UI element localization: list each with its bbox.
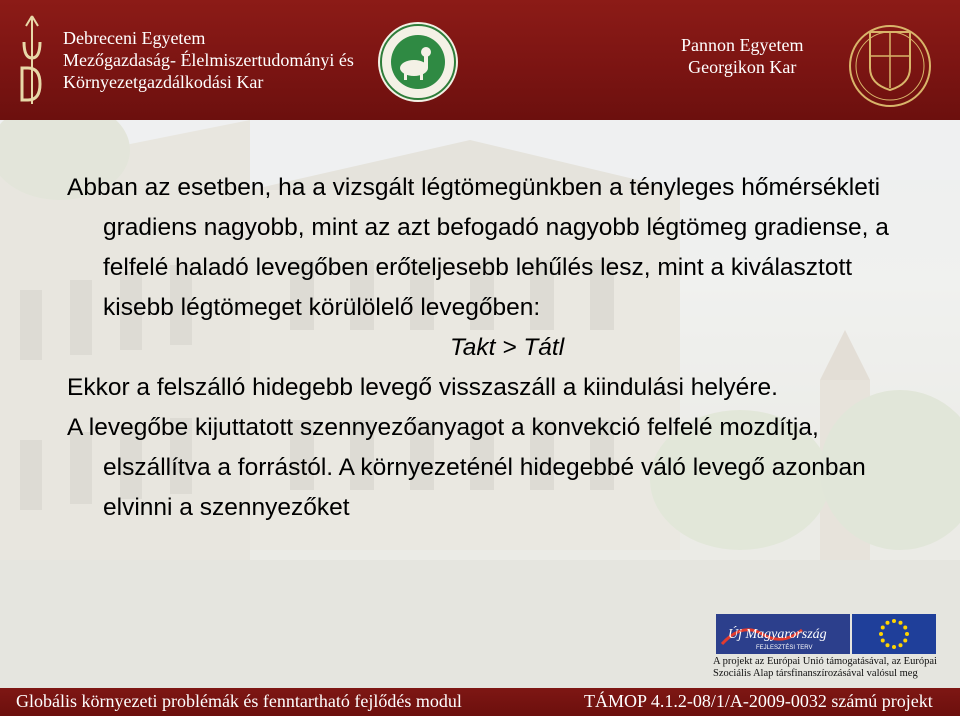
left-institution [63, 27, 354, 93]
footer-project-id: TÁMOP 4.1.2-08/1/A-2009-0032 számú projekt [584, 691, 933, 711]
paragraph-pollutant-convection: A levegőbe kijuttatott szennyezőanyagot a konvekció felfelé mozdítja, elszállítva a forrástól. A környezeténél hidegebbé váló levegő azonban elvinni a szennyezőket [67, 414, 866, 521]
right-institution [681, 34, 803, 78]
left-institution-line1: Debreceni Egyetem [63, 28, 206, 48]
funding-statement [713, 656, 953, 680]
paragraph-gradient-condition: Abban az esetben, ha a vizsgált légtömegünkben a tényleges hőmérsékleti gradiens nagyobb, mint az azt befogadó nagyobb légtömeg gradiense, a felfelé haladó levegőben erőteljesebb lehűlés lesz, mint a kiválasztott kisebb légtömeget körülölelő levegőben: [67, 174, 889, 321]
funding-line1: A projekt az Európai Unió támogatásával, az Európai [713, 656, 937, 667]
slide-body [67, 168, 927, 528]
uj-magyarorszag-logo-icon [716, 614, 850, 654]
header-bar [0, 0, 960, 120]
footer-module-title: Globális környezeti problémák és fenntartható fejlődés modul [16, 691, 462, 711]
svg-text:Új Magyarország: Új Magyarország [728, 627, 827, 642]
paragraph-cold-air-return: Ekkor a felszálló hidegebb levegő visszaszáll a kiindulási helyére. [67, 374, 778, 401]
left-institution-line3: Környezetgazdálkodási Kar [63, 72, 264, 92]
pannon-university-seal-icon [846, 14, 934, 110]
right-institution-line1: Pannon Egyetem [681, 35, 804, 55]
eu-flag-icon [852, 614, 936, 654]
funding-line2: Szociális Alap társfinanszírozásával valósul meg [713, 668, 918, 679]
right-institution-line2: Georgikon Kar [688, 57, 797, 77]
ud-monogram-icon [10, 12, 50, 108]
footer-bar [0, 688, 960, 716]
left-institution-line2: Mezőgazdaság- Élelmiszertudományi és [63, 50, 354, 70]
debrecen-faculty-seal-icon [376, 20, 460, 104]
svg-text:FEJLESZTÉSI TERV: FEJLESZTÉSI TERV [756, 645, 813, 651]
formula-temperature-comparison: Takt > Tátl [450, 334, 565, 361]
